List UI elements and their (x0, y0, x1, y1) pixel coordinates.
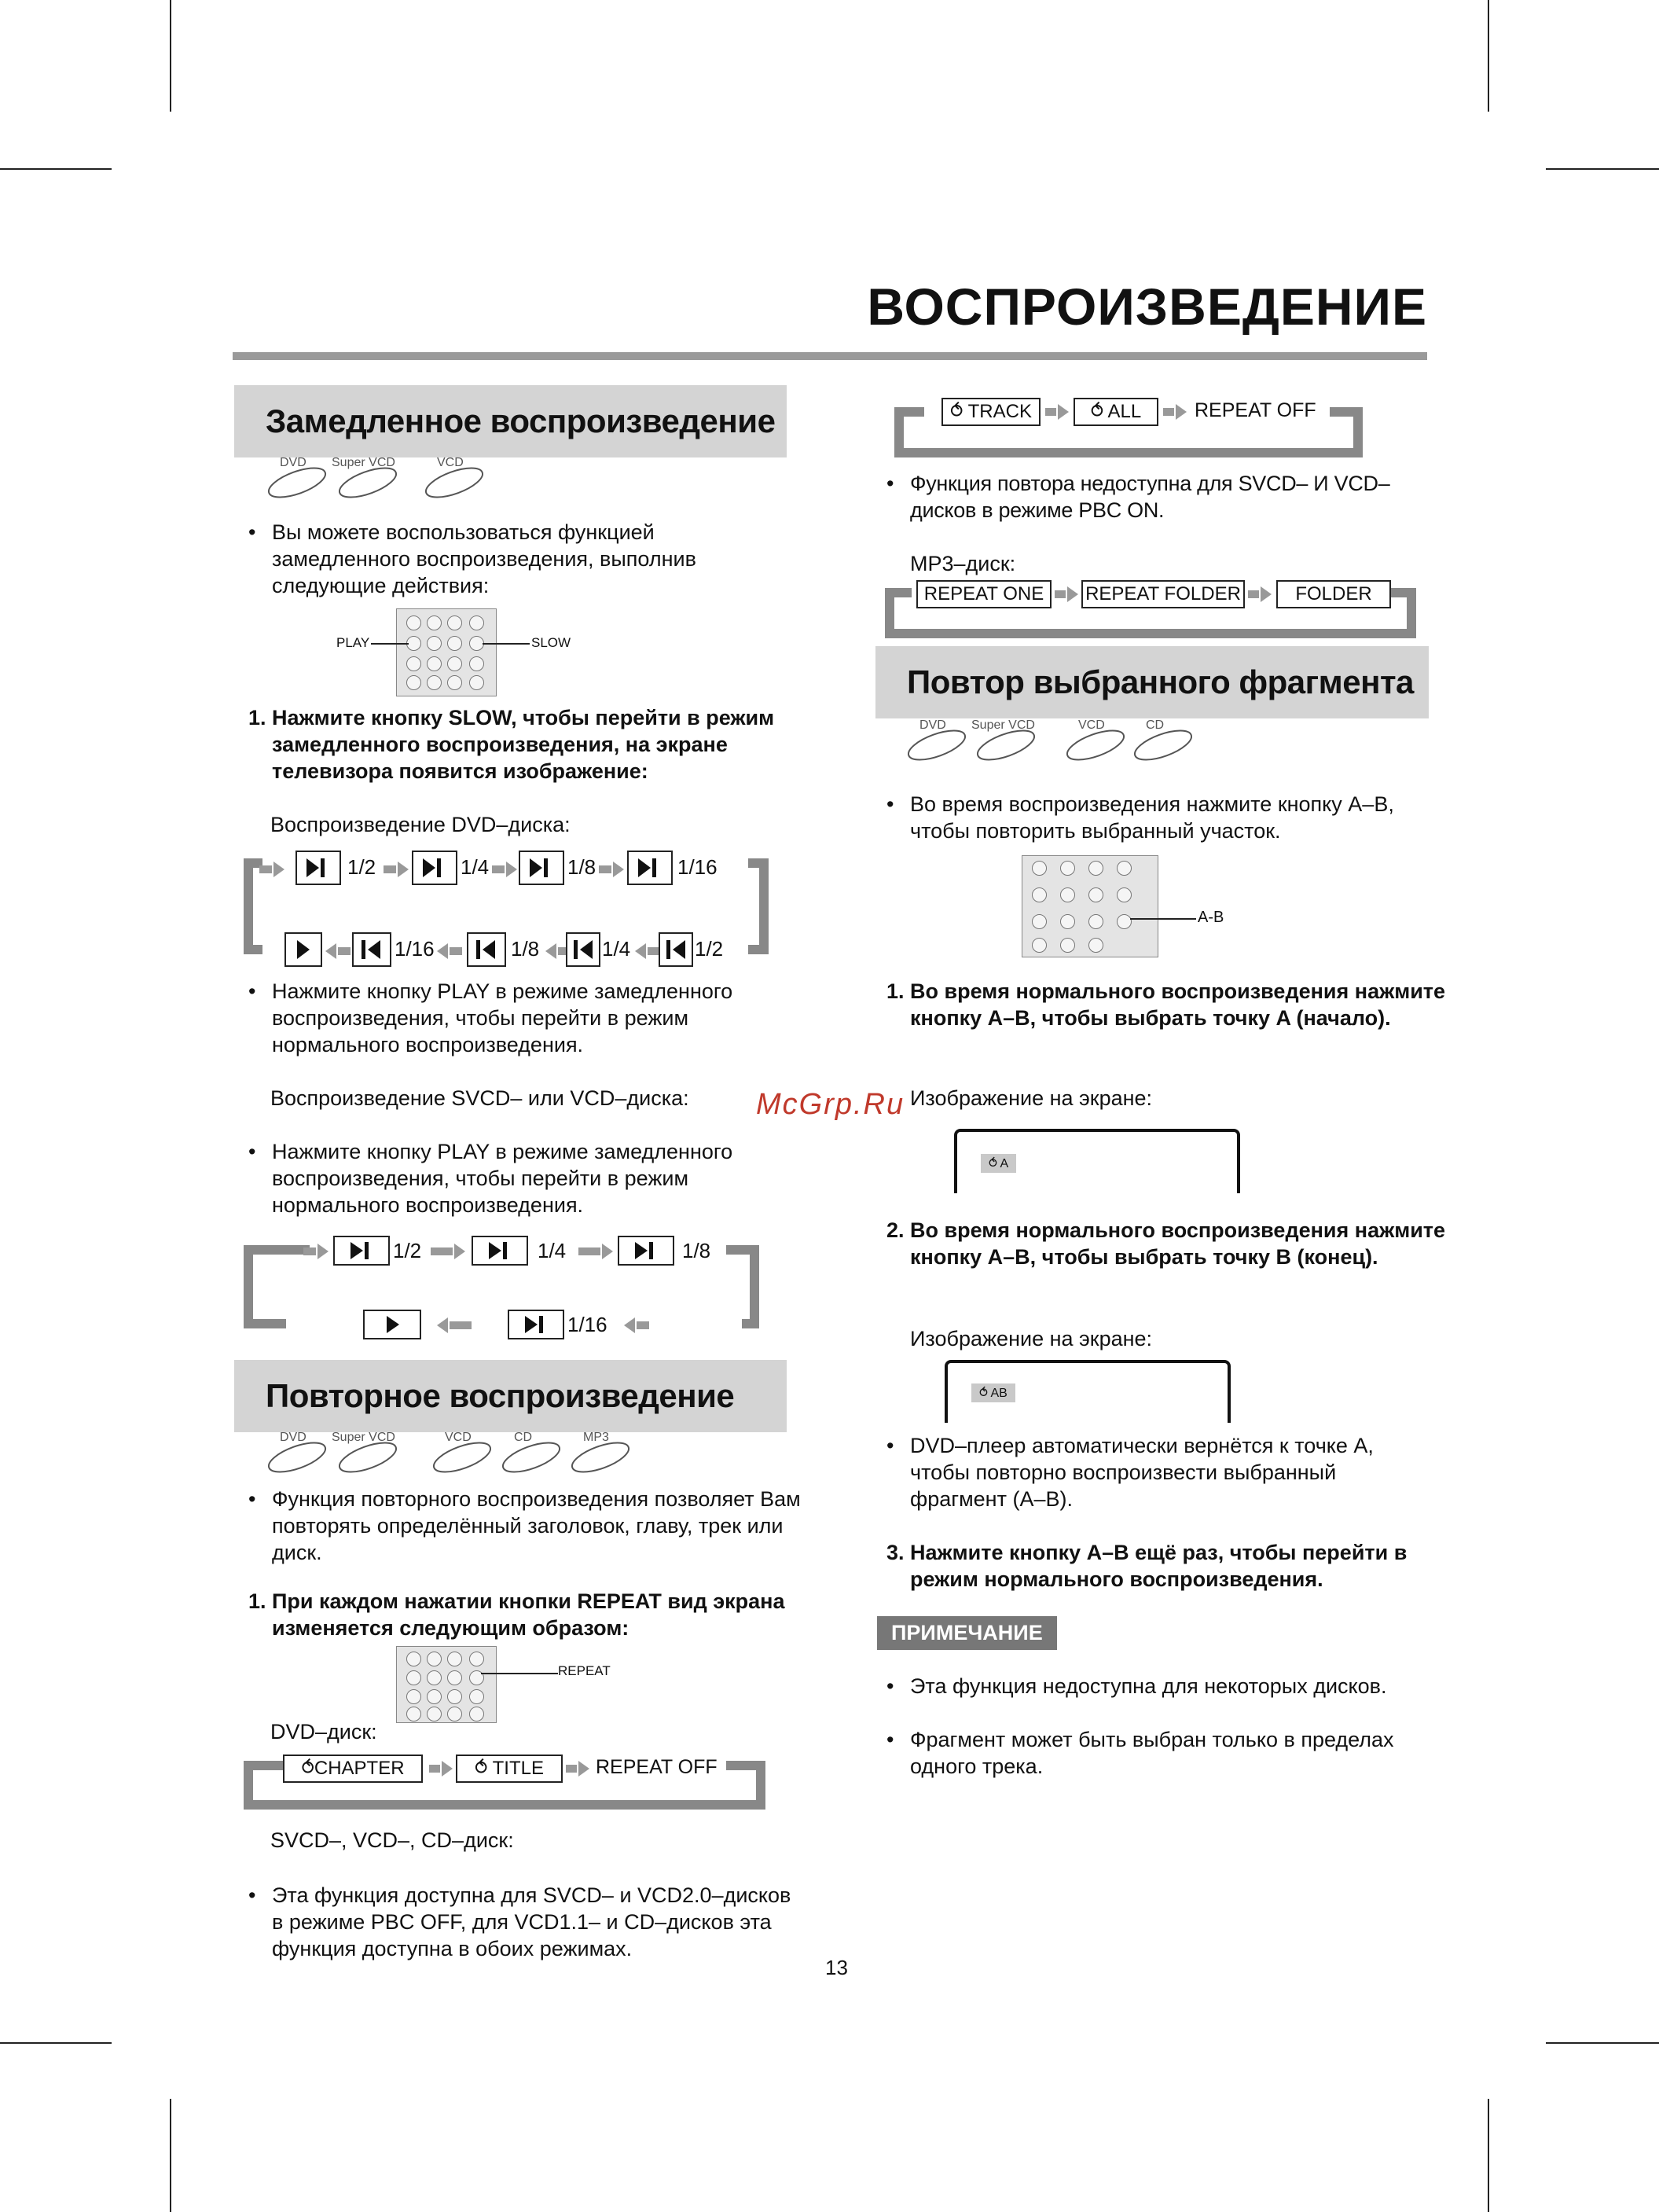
forward-slow-button (412, 851, 457, 885)
reverse-slow-button (467, 932, 506, 967)
disc-svcd-icon: Super VCD (336, 1434, 401, 1470)
slow-callout-line (483, 643, 530, 645)
repeat-off-label: REPEAT OFF (596, 1756, 718, 1778)
repeat-icon: ⥀ (989, 1157, 1000, 1170)
arrow-icon (1163, 402, 1190, 421)
arrow-icon (566, 1759, 593, 1778)
ab-step-2: 2. Во время нормального воспроизведения нажмите кнопку A–B, чтобы выбрать точку B (конец). (886, 1218, 1446, 1269)
speed-label: 1/16 (567, 1313, 607, 1336)
ab-callout-line (1130, 918, 1196, 920)
arrow-icon (384, 860, 415, 879)
speed-label: 1/4 (538, 1239, 567, 1262)
disc-svcd-icon: Super VCD (336, 459, 401, 495)
repeat-callout-line (481, 1673, 558, 1674)
crop-mark (1546, 168, 1659, 170)
disc-cd-icon: CD (1132, 722, 1196, 758)
chapter-badge: ⥀CHAPTER (283, 1755, 423, 1783)
page-number: 13 (825, 1956, 848, 1979)
note-item: • Эта функция недоступна для некоторых дисков. (886, 1673, 1444, 1699)
arrow-icon (578, 1242, 619, 1261)
repeat-one-badge: REPEAT ONE (916, 580, 1052, 608)
arrow-icon (437, 1316, 478, 1335)
note-badge: ПРИМЕЧАНИЕ (877, 1616, 1057, 1650)
section-ab-heading (875, 646, 1429, 718)
folder-badge: FOLDER (1276, 580, 1391, 608)
arrow-icon (1045, 402, 1072, 421)
disc-vcd-icon: VCD (431, 1434, 495, 1470)
play-button-image (363, 1310, 421, 1339)
slow-intro: • Вы можете воспользоваться функцией замедленного воспроизведения, выполнив следующие действия: (248, 519, 775, 599)
arrow-icon (599, 860, 630, 879)
forward-slow-button (472, 1236, 528, 1266)
tv-screen-image (945, 1360, 1231, 1423)
disc-dvd-icon: DVD (266, 1434, 330, 1470)
dvd-slow-label: Воспроизведение DVD–диска: (270, 813, 571, 836)
forward-slow-button (627, 851, 673, 885)
repeat-off-label: REPEAT OFF (1195, 399, 1316, 421)
speed-label: 1/2 (393, 1239, 422, 1262)
repeat-svcd-label: SVCD–, VCD–, CD–диск: (270, 1828, 514, 1852)
arrow-icon (624, 1316, 655, 1335)
disc-vcd-icon: VCD (423, 459, 487, 495)
speed-label: 1/8 (567, 855, 596, 879)
repeat-intro: • Функция повторного воспроизведения позволяет Вам повторять определённый заголовок, главу, трек или диск. (248, 1486, 814, 1566)
reverse-slow-button (352, 932, 391, 967)
ab-label: A-B (1198, 909, 1224, 926)
reverse-slow-button (566, 932, 600, 967)
speed-label: 1/4 (602, 937, 631, 961)
speed-label: 1/8 (511, 937, 540, 961)
section-repeat-heading (234, 1360, 787, 1432)
slow-step-1: 1. Нажмите кнопку SLOW, чтобы перейти в режим замедленного воспроизведения, на экране телевизора появится изображение: (248, 706, 775, 783)
speed-label: 1/8 (682, 1239, 711, 1262)
auto-return-note: • DVD–плеер автоматически вернётся к точке A, чтобы повторно воспроизвести выбранный фрагмент (A–B). (886, 1432, 1429, 1512)
section-slow-heading (234, 385, 787, 457)
play-label: PLAY (336, 635, 370, 650)
disc-svcd-icon: Super VCD (974, 722, 1039, 758)
speed-label: 1/4 (461, 855, 490, 879)
disc-mp3-icon: MP3 (569, 1434, 633, 1470)
forward-slow-button (295, 851, 341, 885)
title-rule (233, 352, 1427, 360)
watermark: McGrp.Ru (756, 1088, 905, 1121)
screen-badge: ⥀ A (981, 1154, 1016, 1173)
speed-label: 1/2 (347, 855, 376, 879)
tv-screen-image (954, 1129, 1240, 1193)
play-note-2: • Нажмите кнопку PLAY в режиме замедленного воспроизведения, чтобы перейти в режим нормального воспроизведения. (248, 1138, 806, 1218)
crop-mark (0, 168, 112, 170)
crop-mark (0, 2042, 112, 2044)
section-title: Повторное воспроизведение (266, 1377, 735, 1414)
crop-mark (1488, 0, 1489, 112)
screen-label-2: Изображение на экране: (910, 1327, 1153, 1350)
repeat-step-1: 1. При каждом нажатии кнопки REPEAT вид экрана изменяется следующим образом: (248, 1589, 785, 1640)
arrow-icon (1055, 585, 1081, 604)
repeat-icon: ⥀ (979, 1387, 991, 1400)
arrow-icon (492, 860, 523, 879)
forward-slow-button (333, 1236, 390, 1266)
forward-slow-button (519, 851, 564, 885)
arrow-icon (303, 1242, 335, 1261)
crop-mark (1488, 2099, 1489, 2212)
crop-mark (170, 0, 171, 112)
mp3-label: MP3–диск: (910, 552, 1016, 575)
play-button-image (284, 932, 322, 967)
speed-label: 1/16 (677, 855, 718, 879)
arrow-icon (431, 1242, 472, 1261)
screen-label-1: Изображение на экране: (910, 1086, 1153, 1110)
speed-label: 1/2 (695, 937, 724, 961)
pbc-note: • Функция повтора недоступна для SVCD– И VCD–дисков в режиме PBC ON. (886, 470, 1444, 524)
forward-slow-button (618, 1236, 674, 1266)
reverse-slow-button (659, 932, 693, 967)
crop-mark (1546, 2042, 1659, 2044)
repeat-dvd-label: DVD–диск: (270, 1720, 377, 1744)
speed-label: 1/16 (395, 937, 435, 961)
arrow-icon (1248, 585, 1275, 604)
note-item: • Фрагмент может быть выбран только в пределах одного трека. (886, 1726, 1444, 1780)
screen-badge: ⥀ AB (971, 1383, 1015, 1402)
arrow-icon (429, 1759, 456, 1778)
section-title: Повтор выбранного фрагмента (907, 663, 1414, 700)
repeat-icon: ⥀ (301, 1758, 314, 1779)
all-badge: ⥀ ALL (1074, 398, 1158, 426)
arrow-icon (259, 860, 291, 879)
ab-intro: • Во время воспроизведения нажмите кнопку A–B, чтобы повторить выбранный участок. (886, 791, 1429, 844)
svcd-slow-label: Воспроизведение SVCD– или VCD–диска: (270, 1086, 689, 1110)
title-badge: ⥀ TITLE (456, 1755, 563, 1783)
repeat-label: REPEAT (558, 1663, 611, 1678)
crop-mark (170, 2099, 171, 2212)
disc-vcd-icon: VCD (1064, 722, 1129, 758)
play-note: • Нажмите кнопку PLAY в режиме замедленного воспроизведения, чтобы перейти в режим нормального воспроизведения. (248, 978, 806, 1058)
slow-label: SLOW (531, 635, 571, 650)
ab-step-3: 3. Нажмите кнопку A–B ещё раз, чтобы перейти в режим нормального воспроизведения. (886, 1541, 1408, 1591)
disc-dvd-icon: DVD (266, 459, 330, 495)
repeat-folder-badge: REPEAT FOLDER (1081, 580, 1245, 608)
svcd-note: • Эта функция доступна для SVCD– и VCD2.0–дисков в режиме PBC OFF, для VCD1.1– и CD–дисков эта функция доступна в обоих режимах. (248, 1882, 806, 1962)
repeat-icon: ⥀ (1090, 401, 1108, 422)
ab-step-1: 1. Во время нормального воспроизведения нажмите кнопку A–B, чтобы выбрать точку A (начало). (886, 979, 1446, 1030)
disc-cd-icon: CD (500, 1434, 564, 1470)
repeat-icon: ⥀ (950, 401, 968, 422)
remote-control-image (1022, 855, 1158, 957)
section-title: Замедленное воспроизведение (266, 402, 776, 439)
remote-control-image (396, 1646, 497, 1723)
repeat-icon: ⥀ (475, 1758, 493, 1779)
play-callout-line (371, 643, 409, 645)
forward-slow-button (508, 1310, 564, 1339)
arrow-icon (437, 942, 468, 961)
disc-dvd-icon: DVD (905, 722, 970, 758)
remote-control-image (396, 608, 497, 696)
track-badge: ⥀ TRACK (941, 398, 1041, 426)
page-title: ВОСПРОИЗВЕДЕНИЕ (867, 277, 1427, 336)
